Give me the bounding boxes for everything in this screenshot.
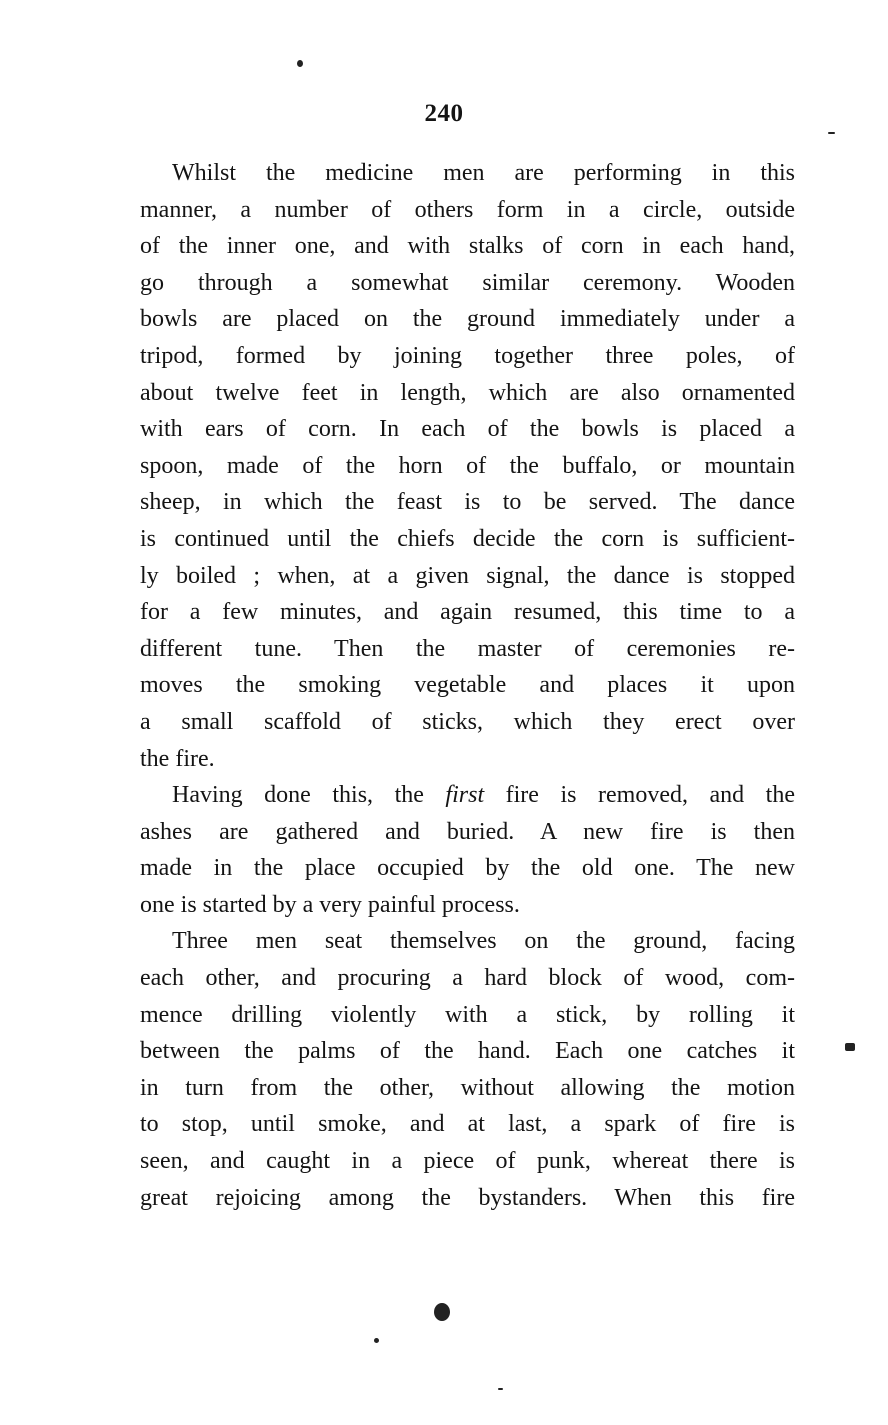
- page-number: 240: [424, 100, 464, 127]
- paragraph-2: [140, 777, 795, 923]
- text-line: the fire.: [140, 745, 215, 772]
- text-line: great rejoicing among the bystanders. When this fire: [140, 1184, 795, 1211]
- text-line: with ears of corn. In each of the bowls is placed a: [140, 416, 795, 443]
- text-line-with-italic: [140, 777, 795, 814]
- text-line: tripod, formed by joining together three poles, of: [140, 342, 795, 369]
- text-line: moves the smoking vegetable and places it upon: [140, 672, 795, 699]
- text-segment: Having done this, the: [172, 782, 446, 809]
- text-line: go through a somewhat similar ceremony. Wooden: [140, 269, 795, 296]
- paragraph-1: [140, 155, 795, 777]
- text-segment: fire is removed, and the: [484, 782, 795, 809]
- text-line: for a few minutes, and again resumed, this time to a: [140, 599, 795, 626]
- text-line: Whilst the medicine men are performing in this: [172, 160, 795, 186]
- text-line: manner, a number of others form in a circle, outside: [140, 196, 795, 223]
- text-line: a small scaffold of sticks, which they erect over: [140, 708, 795, 735]
- ink-speck: [845, 1043, 855, 1051]
- text-line: is continued until the chiefs decide the corn is sufficient-: [140, 525, 795, 552]
- italic-word: first: [445, 782, 485, 809]
- text-line: to stop, until smoke, and at last, a spark of fire is: [140, 1111, 795, 1138]
- text-line: made in the place occupied by the old one. The new: [140, 855, 795, 882]
- text-line: one is started by a very painful process.: [140, 891, 520, 918]
- ink-speck: [297, 60, 303, 67]
- body-text: [140, 155, 795, 1216]
- text-line: Three men seat themselves on the ground, facing: [172, 928, 795, 955]
- text-line: sheep, in which the feast is to be served. The dance: [140, 489, 795, 516]
- text-line: each other, and procuring a hard block of wood, com-: [140, 965, 795, 992]
- text-line: of the inner one, and with stalks of corn in each hand,: [140, 233, 795, 260]
- text-line: ly boiled ; when, at a given signal, the dance is stopped: [140, 562, 795, 589]
- ink-speck: [498, 1388, 503, 1390]
- text-line: seen, and caught in a piece of punk, whereat there is: [140, 1148, 795, 1175]
- text-line: mence drilling violently with a stick, by rolling it: [140, 1001, 795, 1028]
- text-line: in turn from the other, without allowing the motion: [140, 1074, 795, 1101]
- text-line: different tune. Then the master of ceremonies re-: [140, 635, 795, 662]
- text-line: ashes are gathered and buried. A new fire is then: [140, 818, 795, 845]
- ink-speck: [828, 132, 835, 134]
- ink-speck: [434, 1303, 450, 1321]
- text-line: about twelve feet in length, which are also ornamented: [140, 379, 795, 406]
- paragraph-3: [140, 923, 795, 1216]
- text-line: between the palms of the hand. Each one catches it: [140, 1038, 795, 1065]
- text-line: bowls are placed on the ground immediately under a: [140, 306, 795, 333]
- text-line: spoon, made of the horn of the buffalo, or mountain: [140, 452, 795, 479]
- ink-speck: [374, 1338, 379, 1343]
